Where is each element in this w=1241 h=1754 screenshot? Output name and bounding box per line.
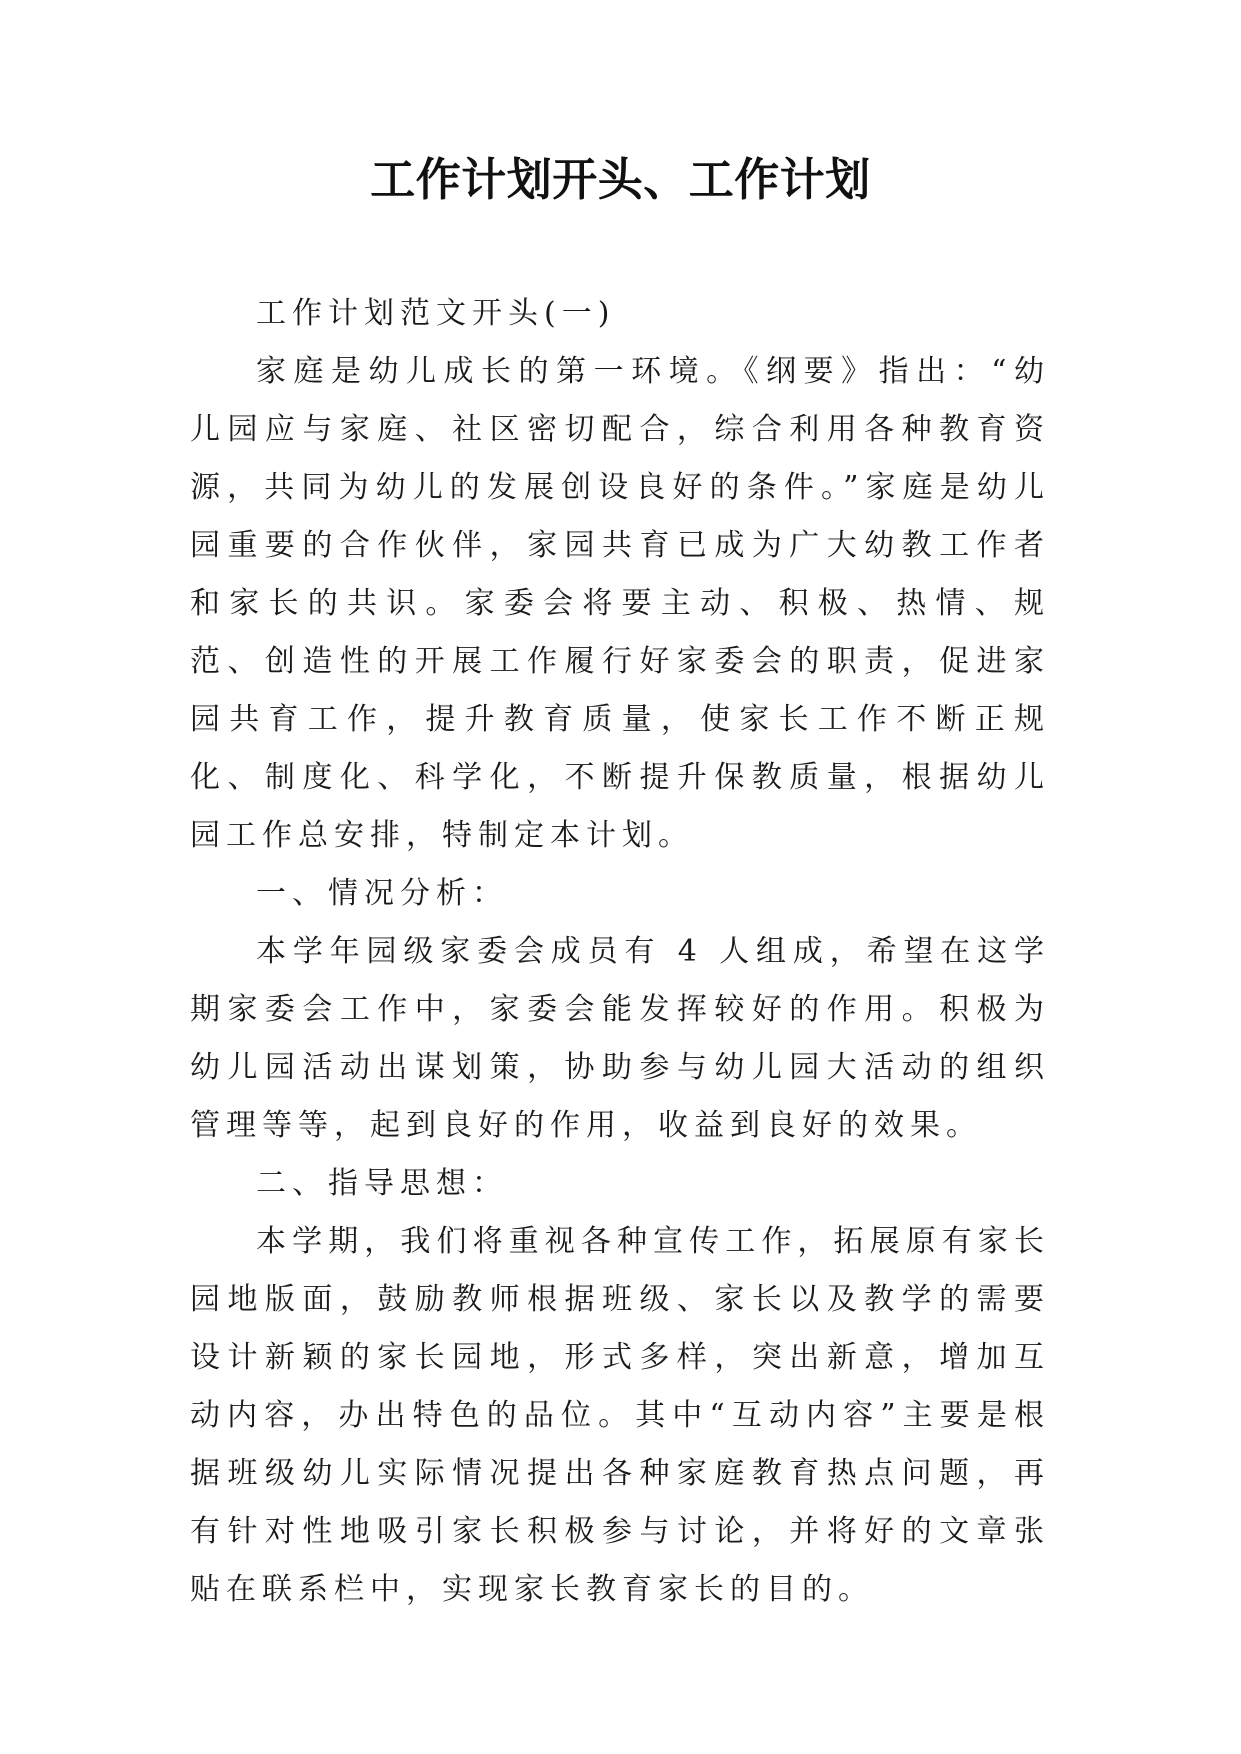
document-title: 工作计划开头、工作计划: [370, 153, 871, 206]
section-heading-guiding-ideology: 二、指导思想：: [256, 1166, 508, 1201]
section-heading-sample-one: 工作计划范文开头(一): [256, 296, 616, 331]
document-body: [190, 285, 1050, 1619]
paragraph-introduction: 家庭是幼儿成长的第一环境。《纲要》指出：“幼儿园应与家庭、社区密切配合，综合利用各种教育资源，共同为幼儿的发展创设良好的条件。”家庭是幼儿园重要的合作伙伴，家园共育已成为广大幼教工作者和家长的共识。家委会将要主动、积极、热情、规范、创造性的开展工作履行好家委会的职责，促进家园共育工作，提升教育质量，使家长工作不断正规化、制度化、科学化，不断提升保教质量，根据幼儿园工作总安排，特制定本计划。: [190, 354, 1050, 853]
paragraph-situation-analysis: 本学年园级家委会成员有 4 人组成，希望在这学期家委会工作中，家委会能发挥较好的作用。积极为幼儿园活动出谋划策，协助参与幼儿园大活动的组织管理等等，起到良好的作用，收益到良好的效果。: [190, 934, 1050, 1143]
paragraph-guiding-ideology: 本学期，我们将重视各种宣传工作，拓展原有家长园地版面，鼓励教师根据班级、家长以及教学的需要设计新颖的家长园地，形式多样，突出新意，增加互动内容，办出特色的品位。其中“互动内容”主要是根据班级幼儿实际情况提出各种家庭教育热点问题，再有针对性地吸引家长积极参与讨论，并将好的文章张贴在联系栏中，实现家长教育家长的目的。: [190, 1224, 1050, 1607]
section-heading-situation-analysis: 一、情况分析：: [256, 876, 508, 911]
